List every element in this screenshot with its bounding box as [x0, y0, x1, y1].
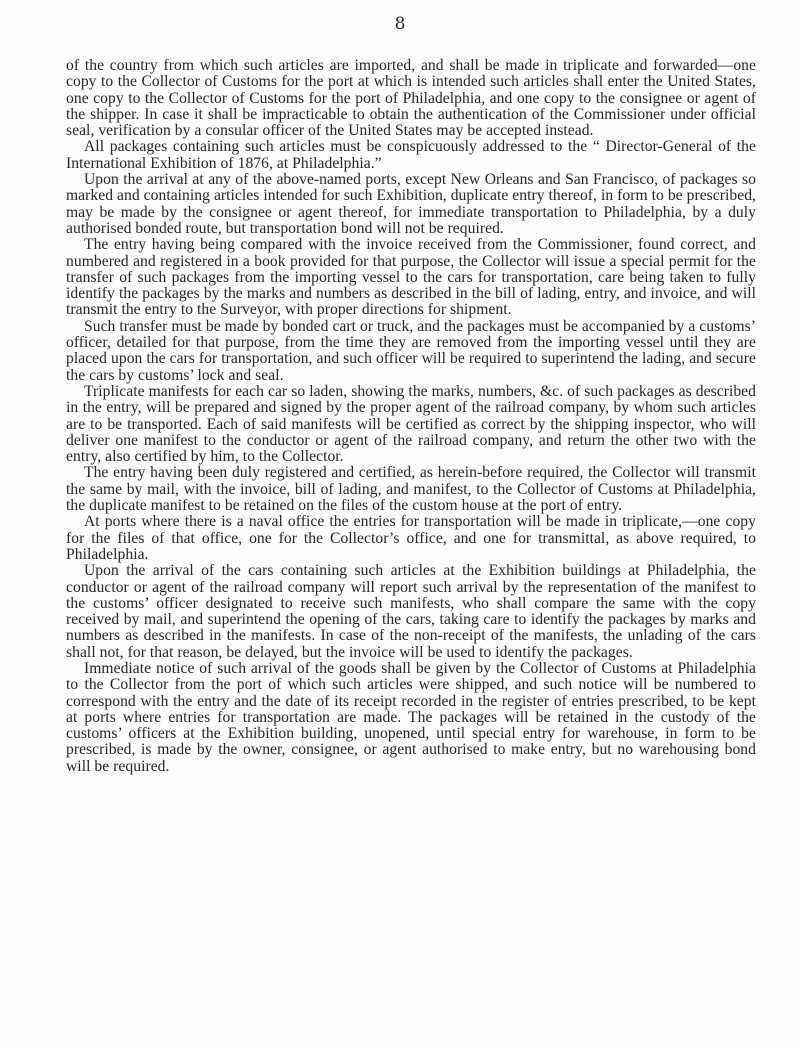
paragraph-7: The entry having been duly registered and certified, as herein-before required, the Collector will transmit the same by mail, with the invoice, bill of lading, and manifest, to the Collector of Customs at Philadelphia, the duplicate manifest to be retained on the files of the custom house at the port of entry.: [66, 464, 756, 515]
paragraph-9: Upon the arrival of the cars containing such articles at the Exhibition buildings at Philadelphia, the conductor or agent of the railroad company will report such arrival by the representation of the manifest to the customs’ officer designated to receive such manifests, who shall compare the same with the copy received by mail, and superintend the opening of the cars, taking care to identify the packages by marks and numbers as described in the manifests. In case of the non-receipt of the manifests, the unlading of the cars shall not, for that reason, be delayed, but the invoice will be used to identify the packages.: [66, 562, 756, 661]
paragraph-1: of the country from which such articles are imported, and shall be made in triplicate and forwarded—one copy to the Collector of Customs for the port at which is intended such articles shall enter the United States, one copy to the Collector of Customs for the port of Philadelphia, and one copy to the consignee or agent of the shipper. In case it shall be impracticable to obtain the authentication of the Commissioner under official seal, verification by a consular officer of the United States may be accepted instead.: [66, 57, 756, 140]
page-number: 8: [394, 14, 406, 34]
paragraph-10: Immediate notice of such arrival of the goods shall be given by the Collector of Customs at Philadelphia to the Collector from the port of which such articles were shipped, and such notice will be numbered to correspond with the entry and the date of its receipt recorded in the register of entries prescribed, to be kept at ports where entries for transportation are made. The packages will be retained in the custody of the customs’ officers at the Exhibition building, unopened, until special entry for warehouse, in form to be prescribed, is made by the owner, consignee, or agent authorised to make entry, but no warehousing bond will be required.: [66, 659, 756, 775]
paragraph-8: At ports where there is a naval office the entries for transportation will be made in triplicate,—one copy for the files of that office, one for the Collector’s office, and one for transmittal, as above required, to Philadelphia.: [66, 513, 756, 563]
paragraph-2: All packages containing such articles must be conspicuously addressed to the “ Director-General of the International Exhibition of 1876, at Philadelphia.”: [66, 138, 756, 172]
paragraph-3: Upon the arrival at any of the above-named ports, except New Orleans and San Francisco, of packages so marked and containing articles intended for such Exhibition, duplicate entry thereof, in form to be prescribed, may be made by the consignee or agent thereof, for immediate transportation to Philadelphia, by a duly authorised bonded route, but transportation bond will not be required.: [66, 171, 756, 237]
paragraph-6: Triplicate manifests for each car so laden, showing the marks, numbers, &c. of such packages as described in the entry, will be prepared and signed by the proper agent of the railroad company, by whom such articles are to be transported. Each of said manifests will be certified as correct by the shipping inspector, who will deliver one manifest to the conductor or agent of the railroad company, and return the other two with the entry, also certified by him, to the Collector.: [66, 382, 756, 466]
paragraph-5: Such transfer must be made by bonded cart or truck, and the packages must be accompanied by a customs’ officer, detailed for that purpose, from the time they are removed from the importing vessel until they are placed upon the cars for transportation, and such officer will be required to superintend the lading, and secure the cars by customs’ lock and seal.: [66, 317, 756, 384]
body-text: [66, 58, 756, 775]
paragraph-4: The entry having being compared with the invoice received from the Commissioner, found correct, and numbered and registered in a book provided for that purpose, the Collector will issue a special permit for the transfer of such packages from the importing vessel to the cars for transportation, care being taken to fully identify the packages by the marks and numbers as described in the bill of lading, entry, and invoice, and will transmit the entry to the Surveyor, with proper directions for shipment.: [66, 236, 756, 319]
